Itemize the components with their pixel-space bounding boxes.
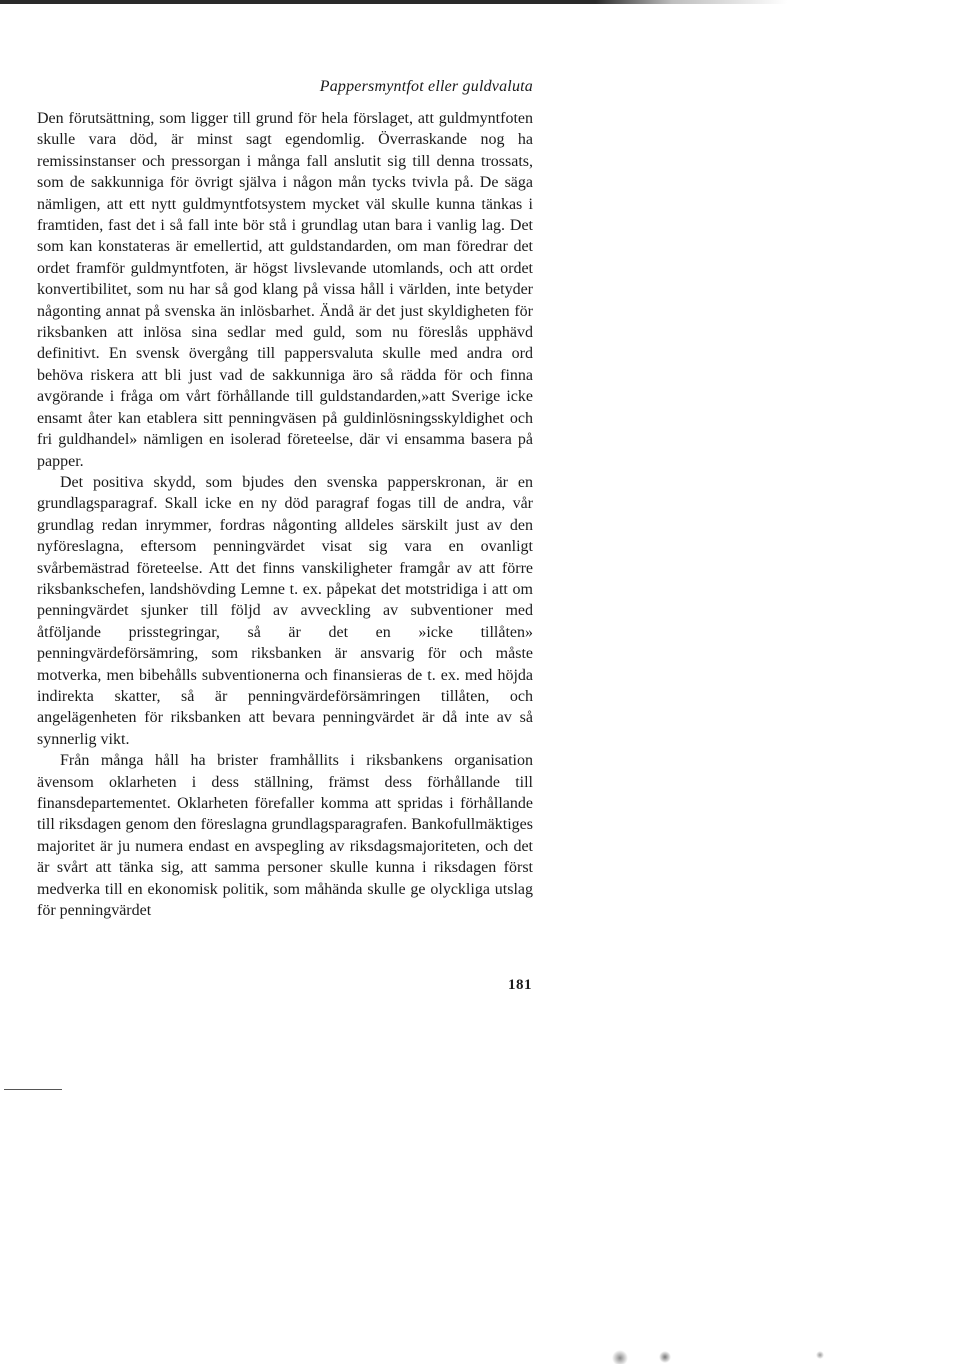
scan-edge-bottom — [0, 1350, 960, 1364]
running-header: Pappersmyntfot eller guldvaluta — [319, 78, 533, 95]
paragraph-3: Från många håll ha brister framhållits i riksbankens organisation ävensom oklarheten i dess ställning, främst dess förhållande till finansdepartementet. Oklarheten förefaller komma att spridas i förhållande till riksdagen genom den föreslagna grundlagsparagrafen. Bankofullmäktiges majoritet är ju numera endast en avspegling av riksdagsmajoriteten, och det är svårt att tänka sig, att samma personer skulle kunna i riksdagen först medverka till en ekonomisk politik, som måhända skulle ge olyckliga utslag för penningvärdet — [37, 752, 533, 920]
margin-rule — [4, 1089, 62, 1090]
scan-edge-top — [0, 0, 960, 4]
page-number: 181 — [508, 977, 532, 993]
paragraph-1: Den förutsättning, som ligger till grund för hela förslaget, att guldmyntfoten skulle vara död, är minst sagt egendomlig. Överraskande nog ha remissinstanser och pressorgan i många fall anslutit sig till denna trossats, som de sakkunniga för övrigt själva i någon mån tycks tvivla på. De säga nämligen, att ett nytt guldmyntfotsystem mycket väl skulle kunna tänkas i framtiden, fast det i så fall inte bör stå i grundlag utan bara i vanlig lag. Det som kan konstateras är emellertid, att guldstandarden, om man föredrar det ordet framför guldmyntfoten, är högst livslevande utomlands, och att ordet konvertibilitet, som nu har så god klang på vissa håll i världen, inte betyder någonting annat på svenska än inlösbarhet. Ändå är det just skyldigheten för riksbanken att inlösa sina sedlar med guld, som nu föreslås upphävd definitivt. En svensk övergång till pappersvaluta skulle med andra ord behöva riskera att bli just vad de sakkunniga äro så rädda för och finna avgörande i fråga om vårt förhållande till guldstandarden,»att Sverige icke ensamt åter kan etablera sitt penningväsen på guldinlösningsskyldighet och fri guldhandel» nämligen en isolerad företeelse, där vi ensamma basera på papper. — [37, 110, 533, 470]
paragraph-2: Det positiva skydd, som bjudes den svenska papperskronan, är en grundlagsparagraf. Skall icke en ny död paragraf fogas till de andra, vår grundlag redan inrymmer, fordras någonting alldeles särskilt just av den nyföreslagna, eftersom penningvärdet visat sig vara en ovanligt svårbemästrad företeelse. Att det finns vanskiligheter framgår av att förre riksbankschefen, landshövding Lemne t. ex. påpekat det motstridiga i att om penningvärdet sjunker till följd av avveckling av subventioner med åtföljande prisstegringar, så är det en »icke tillåten» penningvärdeförsämring, som riksbanken är ansvarig för och måste motverka, men bibehålls subventionerna och finansieras de t. ex. med höjda indirekta skatter, så är penningvärdeförsämringen tillåten, och angelägenheten för riksbanken att bevara penningvärdet är då inte av så synnerlig vikt. — [37, 473, 533, 748]
body-text — [37, 108, 533, 921]
